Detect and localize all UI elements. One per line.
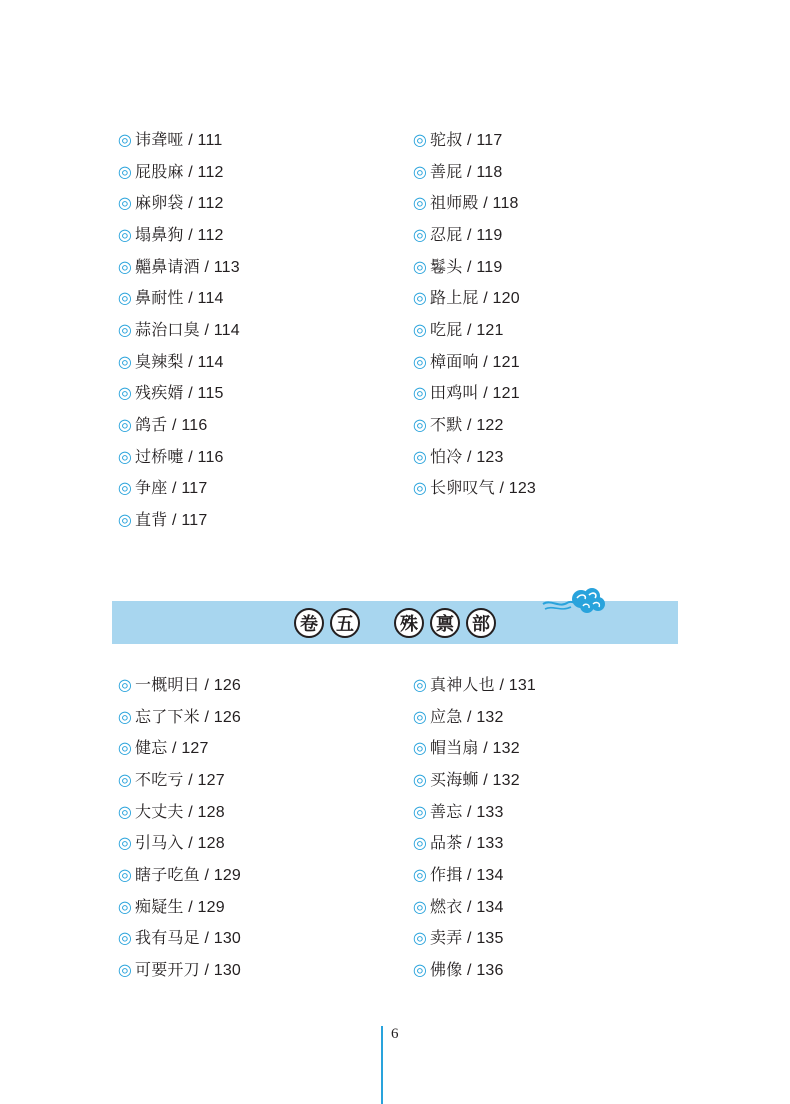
toc-entry: ◎ 麻卵袋 / 112 bbox=[117, 195, 224, 213]
toc-entry: ◎ 痴疑生 / 129 bbox=[117, 898, 225, 916]
toc-entry: ◎ 田鸡叫 / 121 bbox=[412, 385, 520, 403]
toc-entry: ◎ 一概明日 / 126 bbox=[117, 676, 242, 694]
toc-entry: ◎ 引马入 / 128 bbox=[117, 835, 225, 853]
double-circle-bullet-icon: ◎ bbox=[412, 417, 428, 435]
page-number-rule bbox=[381, 1026, 383, 1104]
double-circle-bullet-icon: ◎ bbox=[412, 385, 428, 403]
toc-entry: ◎ 驼叔 / 117 bbox=[412, 131, 503, 149]
toc-entry: ◎ 燃衣 / 134 bbox=[412, 898, 504, 916]
double-circle-bullet-icon: ◎ bbox=[412, 448, 428, 466]
toc-entry: ◎ 直背 / 117 bbox=[117, 512, 208, 530]
title-seal-char: 部 bbox=[466, 608, 496, 638]
toc-entry: ◎ 樟面响 / 121 bbox=[412, 353, 520, 371]
double-circle-bullet-icon: ◎ bbox=[117, 962, 133, 980]
toc-entry: ◎ 我有马足 / 130 bbox=[117, 930, 242, 948]
double-circle-bullet-icon: ◎ bbox=[117, 448, 133, 466]
toc-entry: ◎ 祖师殿 / 118 bbox=[412, 195, 519, 213]
toc-entry: ◎ 讳聋哑 / 111 bbox=[117, 131, 223, 149]
double-circle-bullet-icon: ◎ bbox=[117, 898, 133, 916]
toc-entry: ◎ 蒜治口臭 / 114 bbox=[117, 321, 240, 339]
toc-entry: ◎ 帽当扇 / 132 bbox=[412, 740, 520, 758]
toc-entry: ◎ 佛像 / 136 bbox=[412, 962, 504, 980]
toc-entry: ◎ 真神人也 / 131 bbox=[412, 676, 537, 694]
toc-entry: ◎ 路上屁 / 120 bbox=[412, 290, 520, 308]
toc-entry: ◎ 健忘 / 127 bbox=[117, 740, 209, 758]
double-circle-bullet-icon: ◎ bbox=[117, 480, 133, 498]
double-circle-bullet-icon: ◎ bbox=[412, 930, 428, 948]
double-circle-bullet-icon: ◎ bbox=[117, 866, 133, 884]
double-circle-bullet-icon: ◎ bbox=[412, 866, 428, 884]
toc-entry: ◎ 鼻耐性 / 114 bbox=[117, 290, 224, 308]
toc-entry: ◎ 屁股麻 / 112 bbox=[117, 163, 224, 181]
toc-entry: ◎ 争座 / 117 bbox=[117, 480, 208, 498]
toc-entry: ◎ 卖弄 / 135 bbox=[412, 930, 504, 948]
toc-entry: ◎ 鬈头 / 119 bbox=[412, 258, 503, 276]
toc-entry: ◎ 大丈夫 / 128 bbox=[117, 803, 225, 821]
double-circle-bullet-icon: ◎ bbox=[412, 480, 428, 498]
toc-entry: ◎ 鸽舌 / 116 bbox=[117, 417, 208, 435]
double-circle-bullet-icon: ◎ bbox=[117, 708, 133, 726]
title-seal-char: 禀 bbox=[430, 608, 460, 638]
double-circle-bullet-icon: ◎ bbox=[117, 321, 133, 339]
toc-entry: ◎ 瞎子吃鱼 / 129 bbox=[117, 866, 242, 884]
toc-entry: ◎ 臭辣梨 / 114 bbox=[117, 353, 224, 371]
double-circle-bullet-icon: ◎ bbox=[412, 321, 428, 339]
double-circle-bullet-icon: ◎ bbox=[412, 740, 428, 758]
toc-entry: ◎ 怕冷 / 123 bbox=[412, 448, 504, 466]
double-circle-bullet-icon: ◎ bbox=[412, 962, 428, 980]
toc-entry: ◎ 善屁 / 118 bbox=[412, 163, 503, 181]
toc-entry: ◎ 忍屁 / 119 bbox=[412, 226, 503, 244]
double-circle-bullet-icon: ◎ bbox=[412, 131, 428, 149]
cloud-icon bbox=[541, 586, 607, 616]
toc-entry: ◎ 品茶 / 133 bbox=[412, 835, 504, 853]
double-circle-bullet-icon: ◎ bbox=[117, 417, 133, 435]
double-circle-bullet-icon: ◎ bbox=[117, 163, 133, 181]
double-circle-bullet-icon: ◎ bbox=[117, 930, 133, 948]
double-circle-bullet-icon: ◎ bbox=[117, 740, 133, 758]
double-circle-bullet-icon: ◎ bbox=[117, 353, 133, 371]
double-circle-bullet-icon: ◎ bbox=[117, 258, 133, 276]
toc-entry: ◎ 买海蛳 / 132 bbox=[412, 771, 520, 789]
toc-entry: ◎ 作揖 / 134 bbox=[412, 866, 504, 884]
toc-entry: ◎ 不吃亏 / 127 bbox=[117, 771, 225, 789]
double-circle-bullet-icon: ◎ bbox=[412, 258, 428, 276]
toc-section-a bbox=[117, 125, 677, 537]
double-circle-bullet-icon: ◎ bbox=[412, 290, 428, 308]
toc-entry: ◎ 可要开刀 / 130 bbox=[117, 962, 242, 980]
title-seal-char: 五 bbox=[330, 608, 360, 638]
double-circle-bullet-icon: ◎ bbox=[412, 163, 428, 181]
double-circle-bullet-icon: ◎ bbox=[117, 835, 133, 853]
double-circle-bullet-icon: ◎ bbox=[412, 226, 428, 244]
toc-entry: ◎ 吃屁 / 121 bbox=[412, 321, 504, 339]
page-number: 6 bbox=[391, 1026, 399, 1042]
toc-section-b bbox=[117, 670, 677, 987]
double-circle-bullet-icon: ◎ bbox=[117, 195, 133, 213]
title-seal-char: 殊 bbox=[394, 608, 424, 638]
double-circle-bullet-icon: ◎ bbox=[117, 676, 133, 694]
double-circle-bullet-icon: ◎ bbox=[412, 676, 428, 694]
double-circle-bullet-icon: ◎ bbox=[412, 898, 428, 916]
double-circle-bullet-icon: ◎ bbox=[117, 512, 133, 530]
double-circle-bullet-icon: ◎ bbox=[412, 835, 428, 853]
double-circle-bullet-icon: ◎ bbox=[412, 195, 428, 213]
double-circle-bullet-icon: ◎ bbox=[412, 803, 428, 821]
toc-entry: ◎ 不默 / 122 bbox=[412, 417, 504, 435]
toc-entry: ◎ 齆鼻请酒 / 113 bbox=[117, 258, 240, 276]
toc-entry: ◎ 过桥嚏 / 116 bbox=[117, 448, 224, 466]
double-circle-bullet-icon: ◎ bbox=[117, 131, 133, 149]
double-circle-bullet-icon: ◎ bbox=[117, 385, 133, 403]
double-circle-bullet-icon: ◎ bbox=[412, 353, 428, 371]
double-circle-bullet-icon: ◎ bbox=[117, 290, 133, 308]
toc-entry: ◎ 忘了下米 / 126 bbox=[117, 708, 242, 726]
toc-entry: ◎ 长卵叹气 / 123 bbox=[412, 480, 537, 498]
double-circle-bullet-icon: ◎ bbox=[412, 771, 428, 789]
toc-entry: ◎ 应急 / 132 bbox=[412, 708, 504, 726]
double-circle-bullet-icon: ◎ bbox=[117, 803, 133, 821]
title-seal-char: 卷 bbox=[294, 608, 324, 638]
double-circle-bullet-icon: ◎ bbox=[412, 708, 428, 726]
double-circle-bullet-icon: ◎ bbox=[117, 226, 133, 244]
toc-entry: ◎ 塌鼻狗 / 112 bbox=[117, 226, 224, 244]
toc-entry: ◎ 善忘 / 133 bbox=[412, 803, 504, 821]
toc-entry: ◎ 残疾婿 / 115 bbox=[117, 385, 224, 403]
double-circle-bullet-icon: ◎ bbox=[117, 771, 133, 789]
